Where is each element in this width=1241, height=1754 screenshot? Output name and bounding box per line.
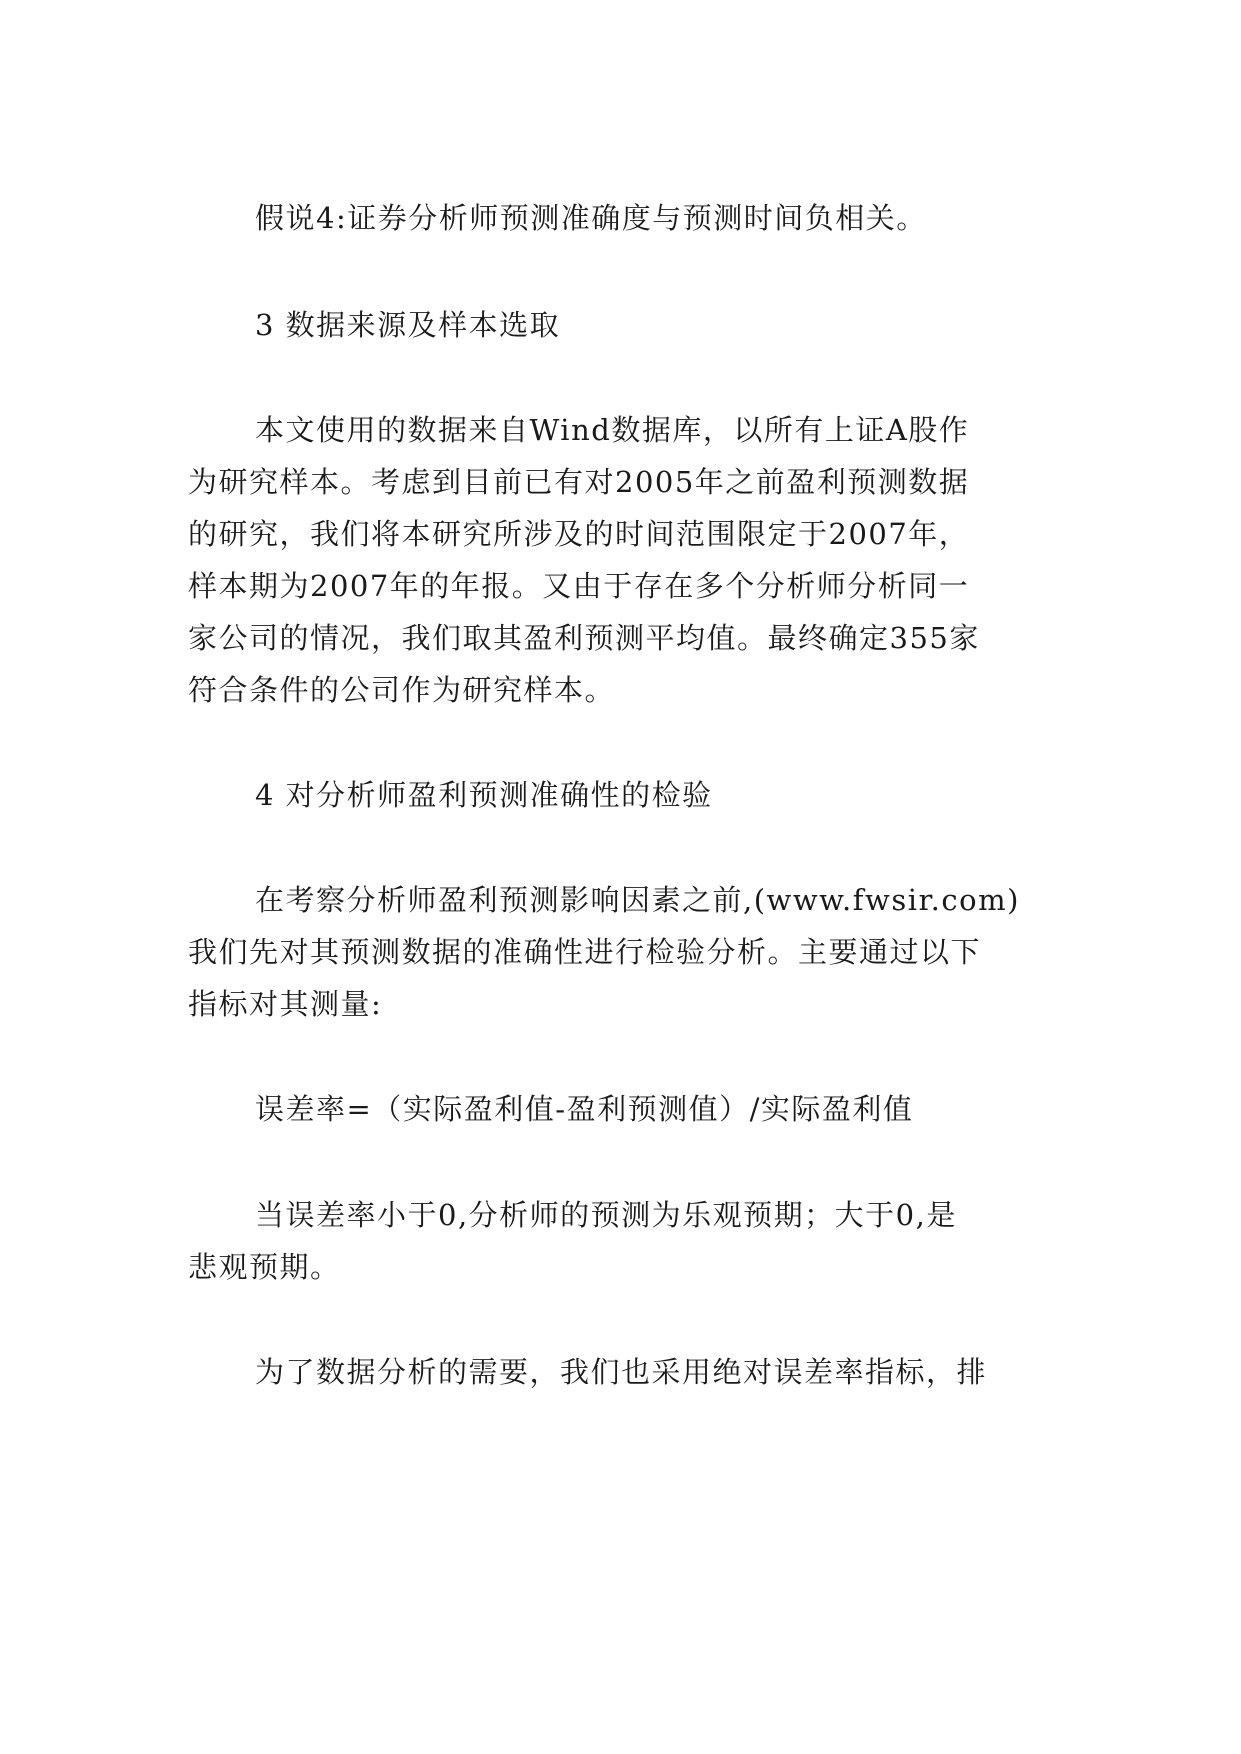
section-3-paragraph-line: 为研究样本。考虑到目前已有对2005年之前盈利预测数据	[188, 465, 970, 499]
absolute-error-intro: 为了数据分析的需要，我们也采用绝对误差率指标，排	[255, 1355, 988, 1389]
hypothesis-4: 假说4:证券分析师预测准确度与预测时间负相关。	[255, 201, 927, 235]
error-rate-explanation-line: 悲观预期。	[188, 1250, 341, 1284]
section-3-paragraph-line: 家公司的情况，我们取其盈利预测平均值。最终确定355家	[188, 621, 980, 655]
section-3-paragraph-line: 符合条件的公司作为研究样本。	[188, 673, 616, 707]
section-4-paragraph-line: 指标对其测量:	[188, 987, 383, 1021]
section-3-paragraph-line: 本文使用的数据来自Wind数据库，以所有上证A股作	[255, 413, 970, 447]
section-4-paragraph-line: 在考察分析师盈利预测影响因素之前,(www.fwsir.com)	[255, 883, 1020, 917]
error-rate-formula: 误差率=（实际盈利值-盈利预测值）/实际盈利值	[255, 1092, 914, 1126]
section-3-heading: 3 数据来源及样本选取	[255, 308, 561, 342]
section-4-heading: 4 对分析师盈利预测准确性的检验	[255, 778, 713, 812]
section-3-paragraph-line: 样本期为2007年的年报。又由于存在多个分析师分析同一	[188, 569, 970, 603]
section-3-paragraph-line: 的研究，我们将本研究所涉及的时间范围限定于2007年，	[188, 517, 970, 551]
section-4-paragraph-line: 我们先对其预测数据的准确性进行检验分析。主要通过以下	[188, 935, 982, 969]
error-rate-explanation-line: 当误差率小于0,分析师的预测为乐观预期；大于0,是	[255, 1198, 957, 1232]
